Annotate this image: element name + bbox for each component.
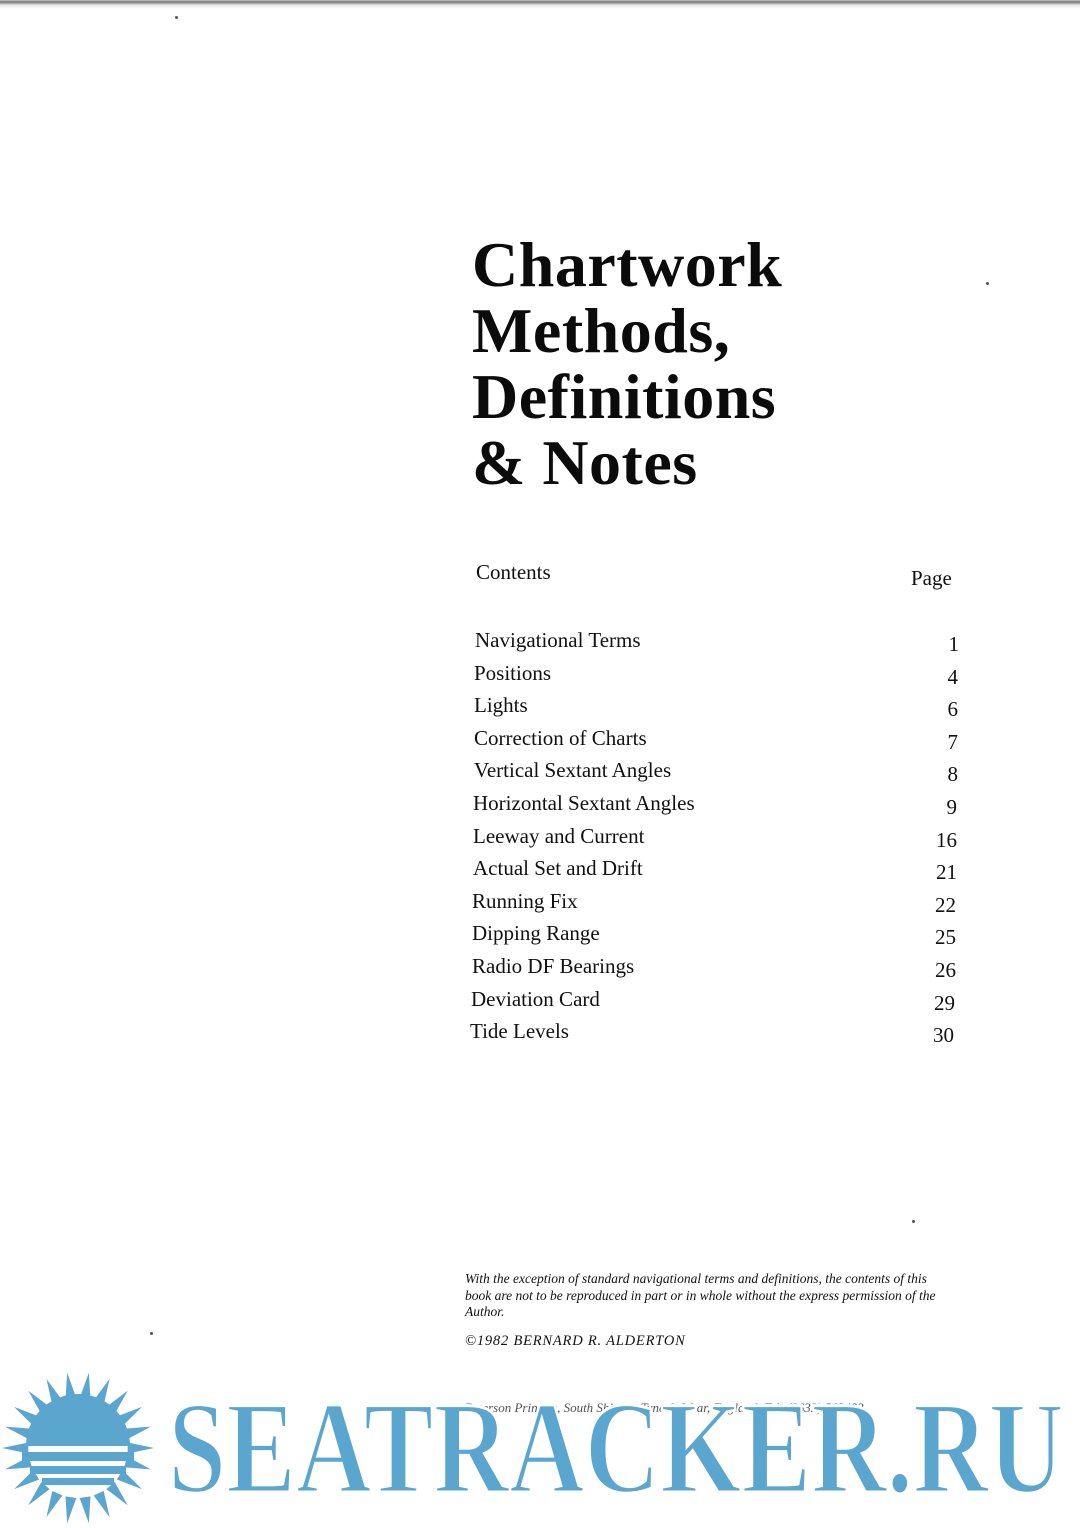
toc-entry [474, 756, 962, 789]
sun-ray [106, 1482, 127, 1505]
toc-label: Vertical Sextant Angles [474, 758, 672, 783]
toc-page-number: 29 [934, 990, 955, 1015]
toc-entry [474, 724, 962, 757]
toc-page-number: 25 [935, 925, 956, 950]
toc-page-number: 30 [933, 1023, 954, 1048]
toc-entry [473, 854, 961, 887]
toc-page-number: 26 [935, 957, 956, 982]
toc-page-number: 7 [947, 729, 958, 754]
site-watermark [168, 1384, 1068, 1504]
sun-ray [94, 1491, 110, 1517]
contents-heading: Contents [476, 560, 551, 584]
scan-speck [912, 1220, 915, 1223]
sun-ray [80, 1496, 91, 1523]
sun-ray [2, 1443, 28, 1454]
toc-label: Navigational Terms [475, 628, 641, 652]
toc-label: Actual Set and Drift [473, 856, 643, 881]
toc-label: Running Fix [472, 888, 578, 913]
book-title [472, 229, 783, 498]
toc-page-number: 9 [946, 794, 957, 819]
printer-line: Peterson Printers, South Shields, Tyne & Wear, England. Tel: (0632) 563493 [465, 1400, 864, 1415]
copyright-line: ©1982 BERNARD R. ALDERTON [465, 1333, 686, 1349]
toc-label: Positions [474, 660, 552, 685]
toc-page-number: 1 [948, 632, 959, 656]
toc-entry [473, 789, 961, 822]
toc-entry [470, 1017, 958, 1050]
scan-speck [986, 282, 989, 285]
copyright-notice: With the exception of standard navigational terms and definitions, the contents of this book are not to be reproduced in part or in whole without the express permission of the Author. [465, 1271, 936, 1319]
sun-ray [65, 1496, 76, 1523]
toc-entry [472, 919, 960, 952]
scan-speck [175, 16, 178, 19]
toc-label: Lights [474, 693, 528, 718]
toc-page-number: 16 [936, 827, 957, 852]
title-line: Methods, [472, 295, 731, 366]
toc-page-number: 8 [947, 762, 958, 787]
table-of-contents [472, 626, 960, 1050]
sun-icon [0, 1368, 160, 1528]
toc-entry [472, 887, 960, 920]
toc-label: Tide Levels [470, 1019, 569, 1044]
page-column-heading: Page [911, 566, 952, 590]
title-line: & Notes [472, 427, 698, 498]
sun-ray [46, 1491, 62, 1517]
scan-speck [150, 1332, 153, 1335]
toc-entry [474, 691, 962, 724]
toc-page-number: 21 [936, 860, 957, 885]
sun-ray [128, 1443, 154, 1454]
toc-entry [471, 985, 959, 1018]
toc-label: Deviation Card [471, 986, 600, 1011]
toc-label: Leeway and Current [473, 823, 645, 848]
watermark-text: SEATRACKER.RU [168, 1384, 1064, 1504]
toc-label: Correction of Charts [474, 725, 647, 750]
toc-page-number: 22 [935, 892, 956, 917]
sun-ray [28, 1482, 49, 1505]
toc-entry [473, 822, 961, 855]
title-line: Definitions [472, 361, 777, 432]
toc-page-number: 6 [947, 697, 958, 722]
toc-label: Radio DF Bearings [472, 953, 635, 978]
toc-entry [475, 626, 963, 659]
toc-entry [472, 952, 960, 985]
toc-label: Dipping Range [472, 921, 600, 946]
toc-label: Horizontal Sextant Angles [473, 790, 695, 815]
title-line: Chartwork [472, 229, 783, 300]
toc-entry [474, 659, 962, 692]
toc-page-number: 4 [947, 664, 958, 689]
scan-edge [0, 0, 1080, 10]
